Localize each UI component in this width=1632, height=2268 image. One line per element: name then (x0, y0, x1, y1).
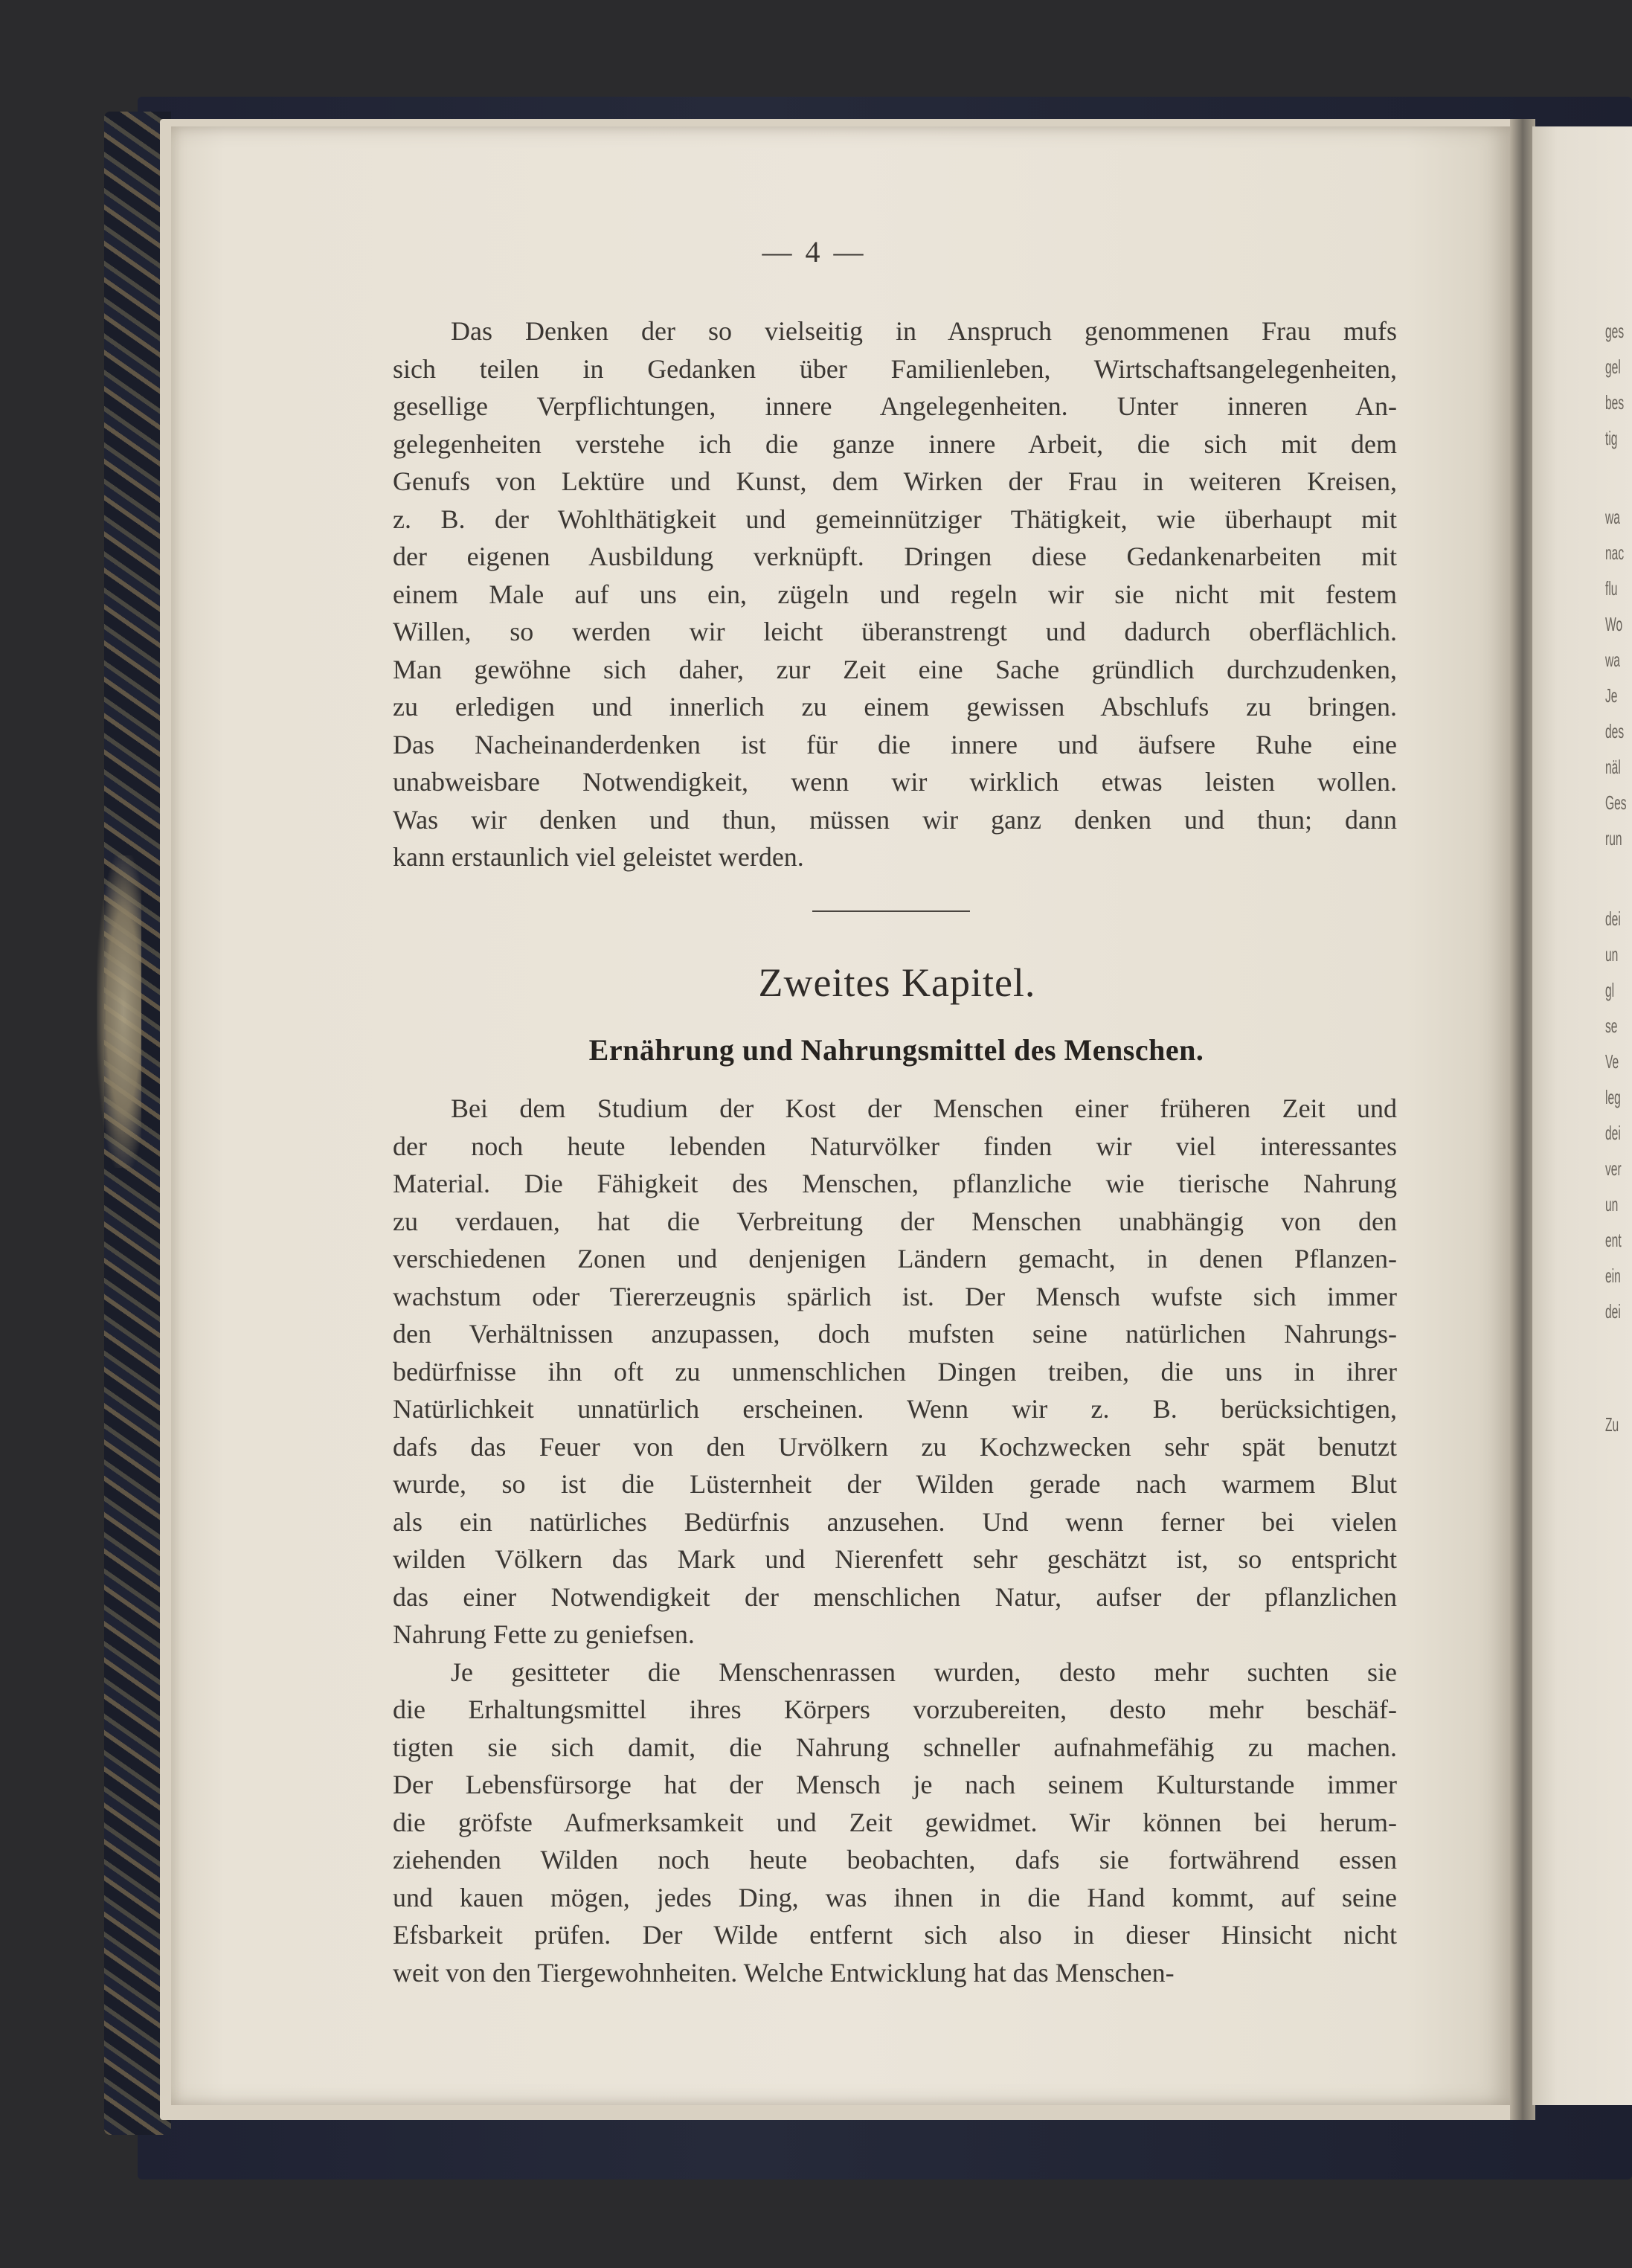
text-line: zu erledigen und innerlich zu einem gewissen Abschlufs zu bringen. (393, 692, 1397, 722)
text-line: wilden Völkern das Mark und Nierenfett sehr geschätzt ist, so entspricht (393, 1544, 1397, 1574)
text-line: Natürlichkeit unnatürlich erscheinen. Wenn wir z. B. berücksichtigen, (393, 1394, 1397, 1424)
right-page-fragment: ein (1605, 1265, 1621, 1287)
chapter-body (393, 1090, 1397, 1991)
right-page-fragment: wa (1605, 649, 1620, 671)
text-line: und kauen mögen, jedes Ding, was ihnen in die Hand kommt, auf seine (393, 1882, 1397, 1912)
text-line: Efsbarkeit prüfen. Der Wilde entfernt sich also in dieser Hinsicht nicht (393, 1920, 1397, 1950)
right-page-fragment: Wo (1605, 613, 1623, 635)
text-line: den Verhältnissen anzupassen, doch mufsten seine natürlichen Nahrungs- (393, 1319, 1397, 1349)
page-number: — 4 — (762, 235, 867, 269)
right-page-fragment: bes (1605, 391, 1625, 414)
text-line: wachstum oder Tiererzeugnis spärlich ist. Der Mensch wufste sich immer (393, 1281, 1397, 1311)
text-line: gelegenheiten verstehe ich die ganze innere Arbeit, die sich mit dem (393, 428, 1397, 459)
right-page-fragment: gel (1605, 356, 1621, 378)
text-line: bedürfnisse ihn oft zu unmenschlichen Dingen treiben, die uns in ihrer (393, 1356, 1397, 1387)
text-line: z. B. der Wohlthätigkeit und gemeinnütziger Thätigkeit, wie überhaupt mit (393, 504, 1397, 534)
text-line: dafs das Feuer von den Urvölkern zu Kochzwecken sehr spät benutzt (393, 1431, 1397, 1462)
right-page-fragment: Ges (1605, 791, 1627, 814)
text-line: die gröfste Aufmerksamkeit und Zeit gewidmet. Wir können bei herum- (393, 1807, 1397, 1837)
text-line: unabweisbare Notwendigkeit, wenn wir wirklich etwas leisten wollen. (393, 767, 1397, 797)
text-line: kann erstaunlich viel geleistet werden. (393, 842, 804, 872)
right-page-fragment: Zu (1605, 1413, 1619, 1436)
section-separator-rule (812, 910, 970, 912)
text-line: Das Nacheinanderdenken ist für die innere und äufsere Ruhe eine (393, 729, 1397, 759)
text-line: Je gesitteter die Menschenrassen wurden, desto mehr suchten sie (451, 1657, 1397, 1687)
right-page-fragment: wa (1605, 506, 1620, 528)
right-page-fragment: des (1605, 720, 1625, 742)
right-page-fragment: ges (1605, 320, 1625, 342)
right-page-fragment: run (1605, 827, 1622, 849)
text-line: zu verdauen, hat die Verbreitung der Menschen unabhängig von den (393, 1206, 1397, 1236)
right-page-fragment: un (1605, 943, 1619, 966)
text-line: Willen, so werden wir leicht überanstrengt und dadurch oberflächlich. (393, 617, 1397, 646)
text-line: tigten sie sich damit, die Nahrung schneller aufnahmefähig zu machen. (393, 1732, 1397, 1762)
text-line: sich teilen in Gedanken über Familienleben, Wirtschaftsangelegenheiten, (393, 353, 1397, 384)
right-page-fragment: un (1605, 1193, 1619, 1215)
text-line: die Erhaltungsmittel ihres Körpers vorzubereiten, desto mehr beschäf- (393, 1694, 1397, 1724)
text-line: der eigenen Ausbildung verknüpft. Dringen diese Gedankenarbeiten mit (393, 542, 1397, 571)
right-page-fragment: se (1605, 1015, 1618, 1037)
text-line: verschiedenen Zonen und denjenigen Ländern gemacht, in denen Pflanzen- (393, 1244, 1397, 1273)
text-line: weit von den Tiergewohnheiten. Welche Entwicklung hat das Menschen- (393, 1957, 1175, 1988)
right-page-fragment: dei (1605, 1300, 1621, 1323)
text-line: Nahrung Fette zu geniefsen. (393, 1619, 695, 1649)
book-gutter (1510, 119, 1535, 2120)
right-page-fragment: ver (1605, 1157, 1622, 1180)
text-line: Bei dem Studium der Kost der Menschen einer früheren Zeit und (451, 1093, 1397, 1123)
text-line: einem Male auf uns ein, zügeln und regeln wir sie nicht mit festem (393, 579, 1397, 609)
section-title: Ernährung und Nahrungsmittel des Menschen. (588, 1033, 1204, 1067)
text-line: Genufs von Lektüre und Kunst, dem Wirken der Frau in weiteren Kreisen, (393, 466, 1397, 496)
text-line: Das Denken der so vielseitig in Anspruch genommenen Frau mufs (451, 316, 1397, 346)
worn-spine-patch (97, 855, 141, 1168)
right-page-fragment: flu (1605, 577, 1618, 600)
right-page-fragment: Je (1605, 684, 1618, 707)
text-line: gesellige Verpflichtungen, innere Angelegenheiten. Unter inneren An- (393, 391, 1397, 421)
text-line: der noch heute lebenden Naturvölker finden wir viel interessantes (393, 1131, 1397, 1161)
paragraph-denken (393, 312, 1397, 876)
text-line: Was wir denken und thun, müssen wir ganz denken und thun; dann (393, 804, 1397, 835)
right-page-text-fragments (1605, 320, 1632, 1451)
chapter-title: Zweites Kapitel. (758, 960, 1036, 1005)
right-page-fragment: gl (1605, 979, 1615, 1001)
text-line: als ein natürliches Bedürfnis anzusehen. Und wenn ferner bei vielen (393, 1506, 1397, 1537)
text-line: das einer Notwendigkeit der menschlichen Natur, aufser der pflanzlichen (393, 1581, 1397, 1612)
right-page-fragment: nac (1605, 542, 1625, 564)
text-line: ziehenden Wilden noch heute beobachten, dafs sie fortwährend essen (393, 1845, 1397, 1875)
right-page-fragment: näl (1605, 756, 1621, 778)
right-page-fragment: Ve (1605, 1050, 1619, 1073)
right-page-fragment: ent (1605, 1229, 1622, 1251)
text-line: Der Lebensfürsorge hat der Mensch je nach seinem Kulturstande immer (393, 1770, 1397, 1799)
text-line: Man gewöhne sich daher, zur Zeit eine Sache gründlich durchzudenken, (393, 654, 1397, 684)
text-line: wurde, so ist die Lüsternheit der Wilden gerade nach warmem Blut (393, 1469, 1397, 1499)
text-line: Material. Die Fähigkeit des Menschen, pflanzliche wie tierische Nahrung (393, 1169, 1397, 1198)
right-page-fragment: dei (1605, 907, 1621, 930)
right-page-fragment: tig (1605, 427, 1618, 449)
right-page-fragment: dei (1605, 1122, 1621, 1144)
right-page-fragment: leg (1605, 1086, 1621, 1108)
